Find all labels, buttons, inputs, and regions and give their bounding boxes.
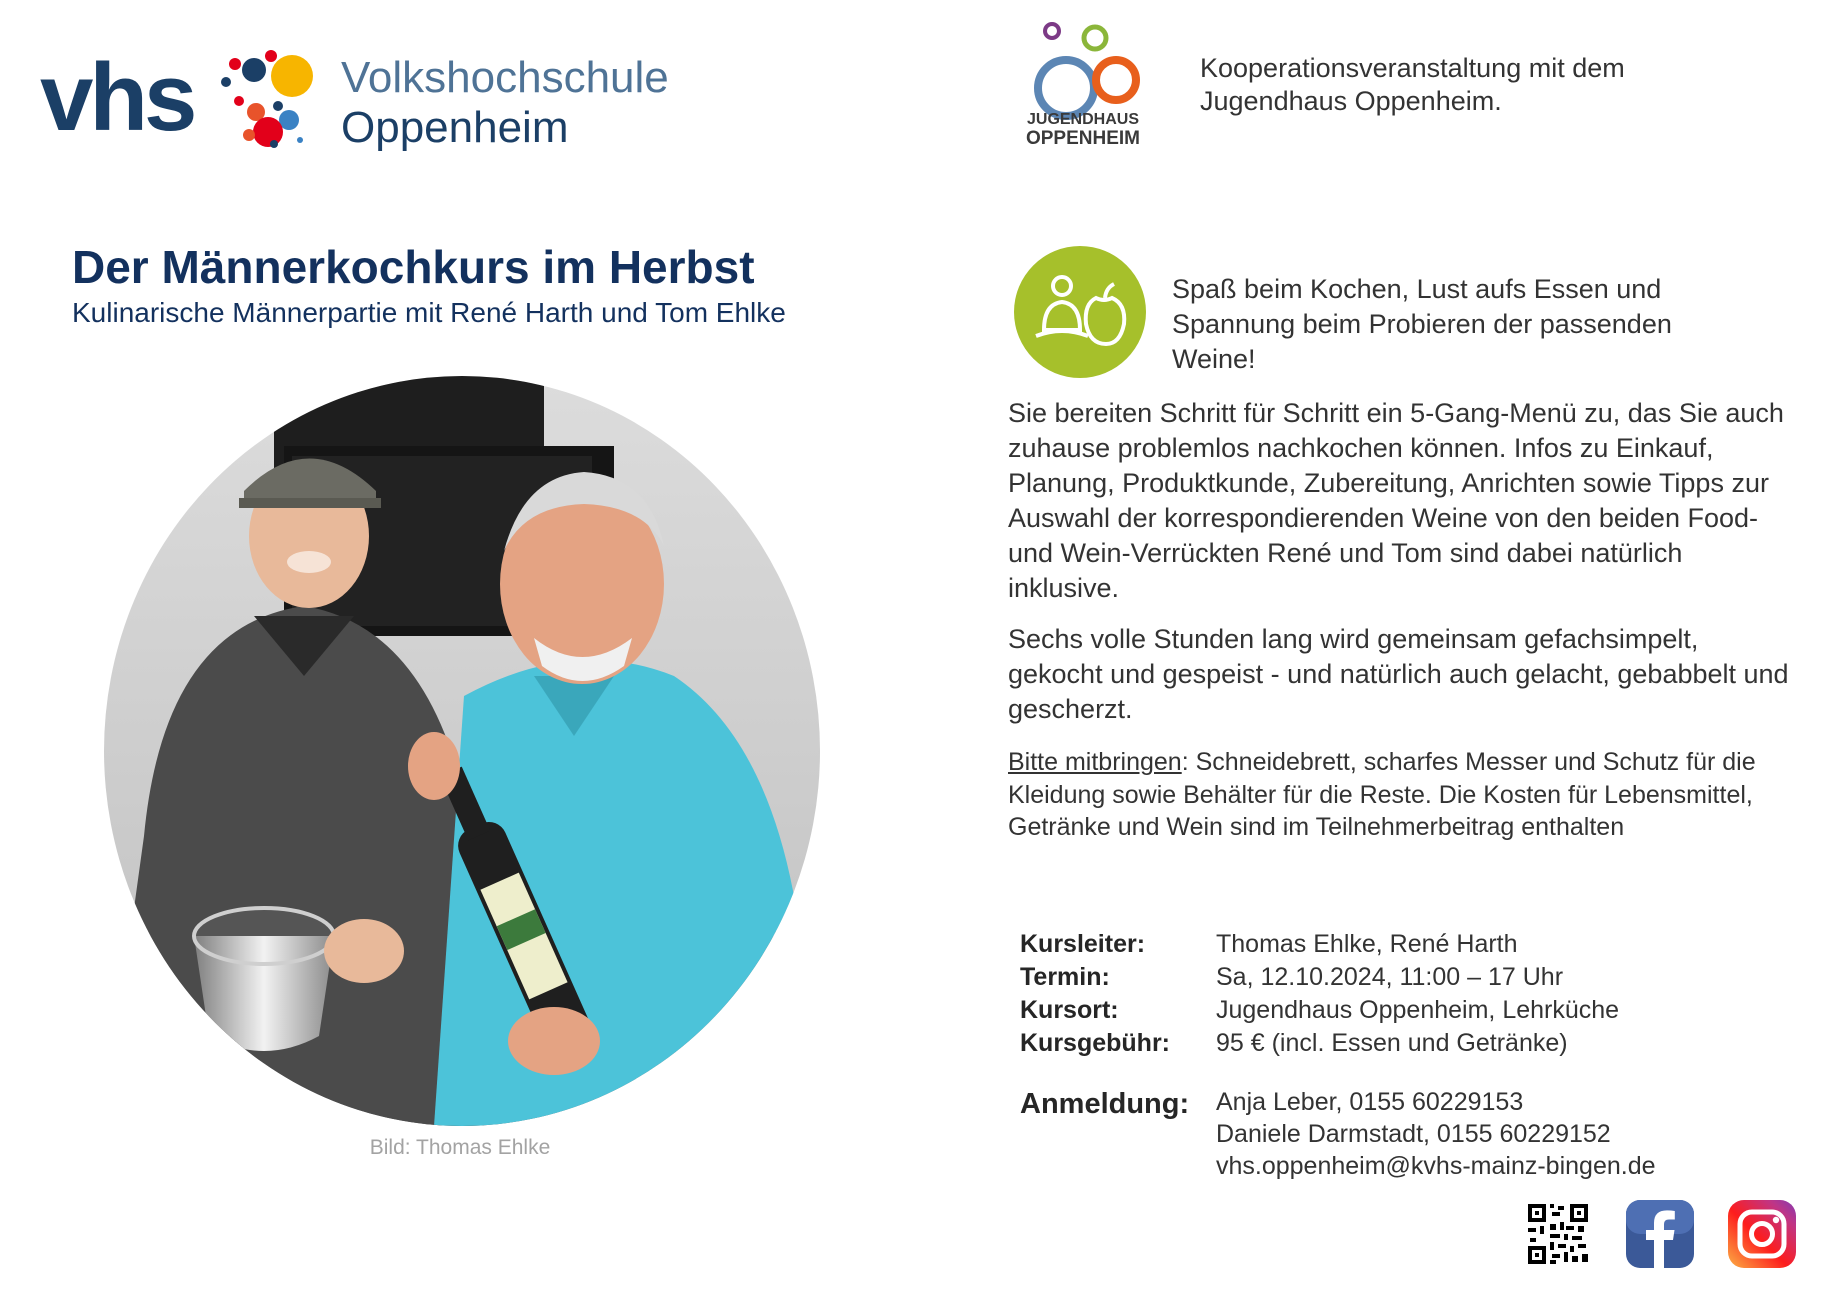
jugendhaus-logo — [1016, 16, 1150, 152]
cooperation-text — [1200, 52, 1720, 118]
cooperation-line1: Kooperationsveranstaltung mit dem — [1200, 53, 1625, 83]
kursgebuehr-value: 95 € (incl. Essen und Getränke) — [1216, 1029, 1568, 1057]
course-subtitle: Kulinarische Männerpartie mit René Harth und Tom Ehlke — [72, 297, 786, 328]
bring-along-text: : Schneidebrett, scharfes Messer und Schutz für die Kleidung sowie Behälter für die Reste. Die Kosten für Lebensmittel, Getränke und Wein sind im Teilnehmerbeitrag enthalten — [1008, 748, 1756, 841]
course-photo — [104, 376, 820, 1126]
vhs-name-line2: Oppenheim — [341, 103, 569, 152]
relax-food-icon — [1014, 246, 1146, 378]
termin-label: Termin: — [1020, 963, 1110, 991]
course-title: Der Männerkochkurs im Herbst — [72, 241, 755, 293]
vhs-logo-dots — [221, 50, 313, 148]
kursleiter-label: Kursleiter: — [1020, 930, 1146, 958]
registration-contact-2: Daniele Darmstadt, 0155 60229152 — [1216, 1120, 1611, 1148]
bring-along-paragraph — [1008, 746, 1798, 844]
registration-contact-1: Anja Leber, 0155 60229153 — [1216, 1088, 1524, 1116]
jugendhaus-logo-line1: JUGENDHAUS — [1026, 111, 1140, 128]
intro-text: Spaß beim Kochen, Lust aufs Essen und Spannung beim Probieren der passenden Weine! — [1172, 274, 1672, 374]
qr-code-icon[interactable] — [1526, 1202, 1590, 1266]
description-paragraph-1: Sie bereiten Schritt für Schritt ein 5-Gang-Menü zu, das Sie auch zuhause problemlos nachkochen können. Infos zu Einkauf, Planung, Produktkunde, Zubereitung, Anrichten sowie Tipps zur Auswahl der korrespondierenden Weine von den beiden Food- und Wein-Verrückten René und Tom sind dabei natürlich inklusive. — [1008, 398, 1784, 603]
cooperation-line2: Jugendhaus Oppenheim. — [1200, 86, 1502, 116]
bring-along-label: Bitte mitbringen — [1008, 748, 1182, 776]
kursort-value: Jugendhaus Oppenheim, Lehrküche — [1216, 996, 1620, 1024]
instagram-icon[interactable] — [1728, 1200, 1796, 1268]
description-paragraph-2: Sechs volle Stunden lang wird gemeinsam gefachsimpelt, gekocht und gespeist - und natürlich auch gelacht, gebabbelt und gescherzt. — [1008, 624, 1789, 724]
vhs-logo — [40, 48, 318, 158]
facebook-icon[interactable] — [1626, 1200, 1694, 1268]
termin-value: Sa, 12.10.2024, 11:00 – 17 Uhr — [1216, 963, 1564, 991]
vhs-logo-text: vhs — [40, 48, 194, 151]
kursgebuehr-label: Kursgebühr: — [1020, 1029, 1170, 1057]
vhs-name-line1: Volkshochschule — [341, 53, 669, 102]
kursleiter-value: Thomas Ehlke, René Harth — [1216, 930, 1518, 958]
registration-label: Anmeldung: — [1020, 1088, 1190, 1120]
kursort-label: Kursort: — [1020, 996, 1119, 1024]
jugendhaus-logo-line2: OPPENHEIM — [1025, 128, 1141, 149]
photo-caption: Bild: Thomas Ehlke — [369, 1136, 551, 1159]
registration-email-link[interactable]: vhs.oppenheim@kvhs-mainz-bingen.de — [1216, 1152, 1656, 1180]
